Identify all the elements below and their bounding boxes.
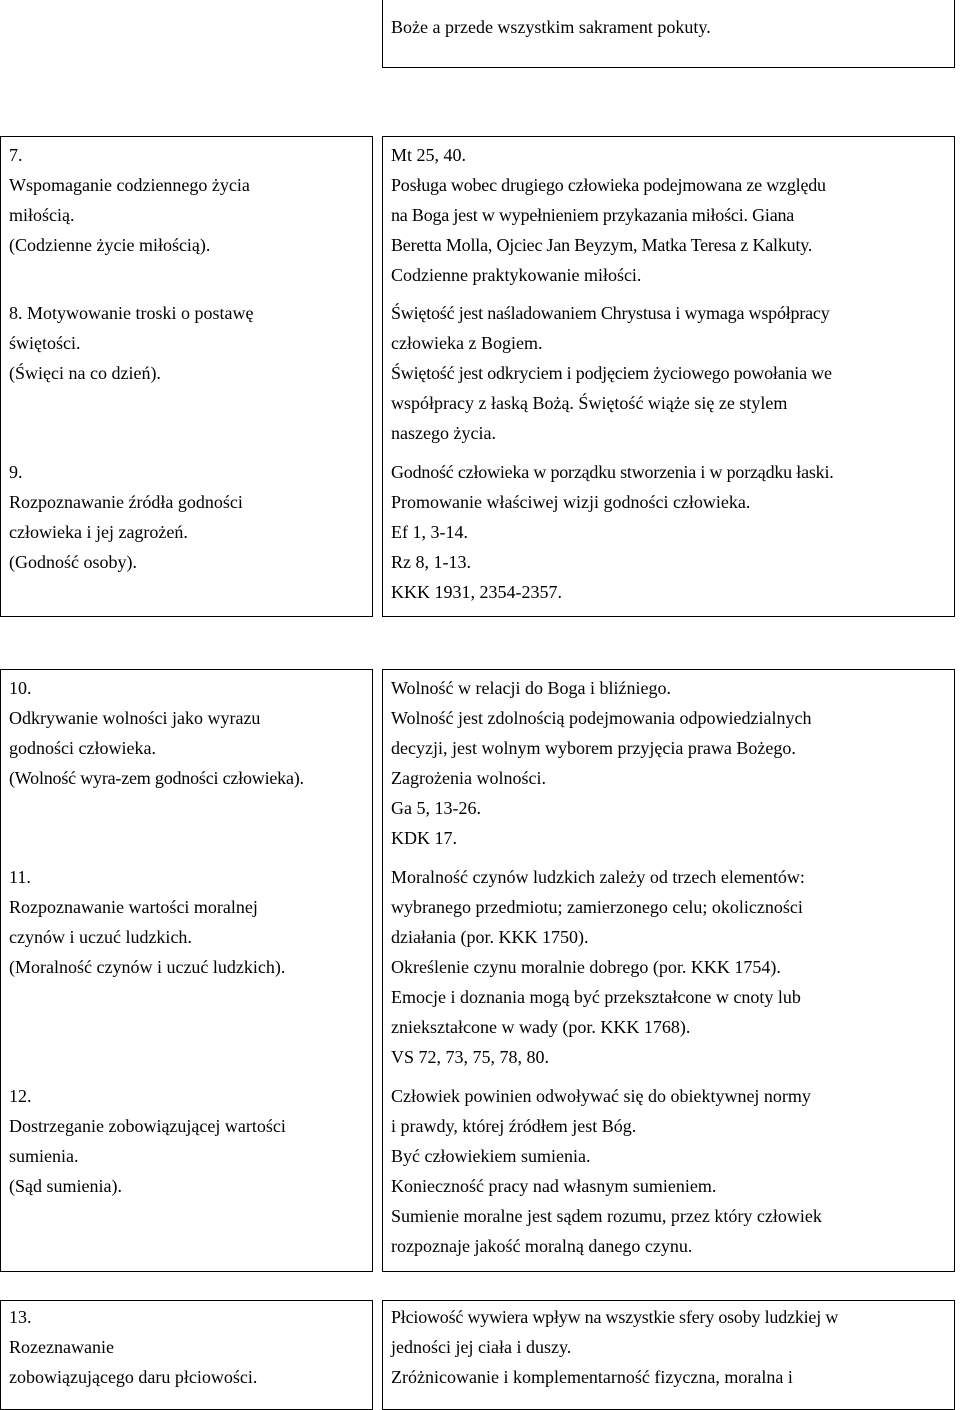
- lesson-subtitle: (Sąd sumienia).: [9, 1176, 122, 1196]
- text-line: Płciowość wywiera wpływ na wszystkie sfery osoby ludzkiej w: [391, 1307, 839, 1327]
- lesson-title: Odkrywanie wolności jako wyrazu: [9, 708, 261, 728]
- text-line: KKK 1931, 2354-2357.: [391, 582, 562, 602]
- text-line: Godność człowieka w porządku stworzenia i w porządku łaski.: [391, 462, 834, 482]
- text-line: i prawdy, której źródłem jest Bóg.: [391, 1116, 637, 1136]
- lesson-number: 7.: [9, 145, 23, 165]
- lesson-title: sumienia.: [9, 1146, 79, 1166]
- text-line: jedności jej ciała i duszy.: [391, 1337, 572, 1357]
- text-line: Ef 1, 3-14.: [391, 522, 468, 542]
- text-line: Ga 5, 13-26.: [391, 798, 481, 818]
- lesson-title: Dostrzeganie zobowiązującej wartości: [9, 1116, 286, 1136]
- text-line: Świętość jest naśladowaniem Chrystusa i wymaga współpracy: [391, 303, 830, 323]
- text-line: Beretta Molla, Ojciec Jan Beyzym, Matka Teresa z Kalkuty.: [391, 235, 813, 255]
- text-line: Codzienne praktykowanie miłości.: [391, 265, 642, 285]
- lesson-title: godności człowieka.: [9, 738, 156, 758]
- text-line: Świętość jest odkryciem i podjęciem życiowego powołania we: [391, 363, 832, 383]
- text-line: Wolność jest zdolnością podejmowania odpowiedzialnych: [391, 708, 812, 728]
- lesson-title: czynów i uczuć ludzkich.: [9, 927, 192, 947]
- text-line: działania (por. KKK 1750).: [391, 927, 589, 947]
- text-line: Promowanie właściwej wizji godności człowieka.: [391, 492, 751, 512]
- lesson-title: Rozeznawanie: [9, 1337, 114, 1357]
- text-line: naszego życia.: [391, 423, 496, 443]
- lesson-title: Rozpoznawanie źródła godności: [9, 492, 243, 512]
- text-line: wybranego przedmiotu; zamierzonego celu; okoliczności: [391, 897, 803, 917]
- text-line: Zróżnicowanie i komplementarność fizyczna, moralna i: [391, 1367, 793, 1387]
- text-line: rozpoznaje jakość moralną danego czynu.: [391, 1236, 693, 1256]
- lesson-number: 11.: [9, 867, 31, 887]
- lesson-title: Wspomaganie codziennego życia: [9, 175, 250, 195]
- lesson-number: 10.: [9, 678, 32, 698]
- text-line: Zagrożenia wolności.: [391, 768, 546, 788]
- text-line: Mt 25, 40.: [391, 145, 467, 165]
- text-line: Posługa wobec drugiego człowieka podejmowana ze względu: [391, 175, 826, 195]
- lesson-subtitle: (Moralność czynów i uczuć ludzkich).: [9, 957, 286, 977]
- text-line: zniekształcone w wady (por. KKK 1768).: [391, 1017, 691, 1037]
- lesson-title: miłością.: [9, 205, 75, 225]
- lesson-title: człowieka i jej zagrożeń.: [9, 522, 188, 542]
- text-line: VS 72, 73, 75, 78, 80.: [391, 1047, 550, 1067]
- text-line: Boże a przede wszystkim sakrament pokuty.: [391, 17, 711, 37]
- text-line: Człowiek powinien odwoływać się do obiektywnej normy: [391, 1086, 811, 1106]
- lesson-number: 13.: [9, 1307, 32, 1327]
- text-line: Być człowiekiem sumienia.: [391, 1146, 591, 1166]
- text-line: Rz 8, 1-13.: [391, 552, 471, 572]
- lesson-number: 9.: [9, 462, 23, 482]
- text-line: Konieczność pracy nad własnym sumieniem.: [391, 1176, 717, 1196]
- lesson-title: Rozpoznawanie wartości moralnej: [9, 897, 258, 917]
- text-line: Sumienie moralne jest sądem rozumu, przez który człowiek: [391, 1206, 822, 1226]
- lesson-subtitle: (Wolność wyra-zem godności człowieka).: [9, 768, 304, 788]
- text-line: KDK 17.: [391, 828, 457, 848]
- text-line: człowieka z Bogiem.: [391, 333, 543, 353]
- lesson-subtitle: (Święci na co dzień).: [9, 363, 161, 383]
- text-line: decyzji, jest wolnym wyborem przyjęcia prawa Bożego.: [391, 738, 796, 758]
- text-line: Wolność w relacji do Boga i bliźniego.: [391, 678, 671, 698]
- text-line: Emocje i doznania mogą być przekształcone w cnoty lub: [391, 987, 801, 1007]
- lesson-number: 12.: [9, 1086, 32, 1106]
- lesson-subtitle: (Godność osoby).: [9, 552, 137, 572]
- text-line: Moralność czynów ludzkich zależy od trzech elementów:: [391, 867, 805, 887]
- text-line: współpracy z łaską Bożą. Świętość wiąże się ze stylem: [391, 393, 788, 413]
- text-line: Określenie czynu moralnie dobrego (por. KKK 1754).: [391, 957, 781, 977]
- lesson-subtitle: (Codzienne życie miłością).: [9, 235, 211, 255]
- lesson-title: 8. Motywowanie troski o postawę: [9, 303, 254, 323]
- text-line: na Boga jest w wypełnieniem przykazania miłości. Giana: [391, 205, 795, 225]
- lesson-title: świętości.: [9, 333, 81, 353]
- lesson-title: zobowiązującego daru płciowości.: [9, 1367, 258, 1387]
